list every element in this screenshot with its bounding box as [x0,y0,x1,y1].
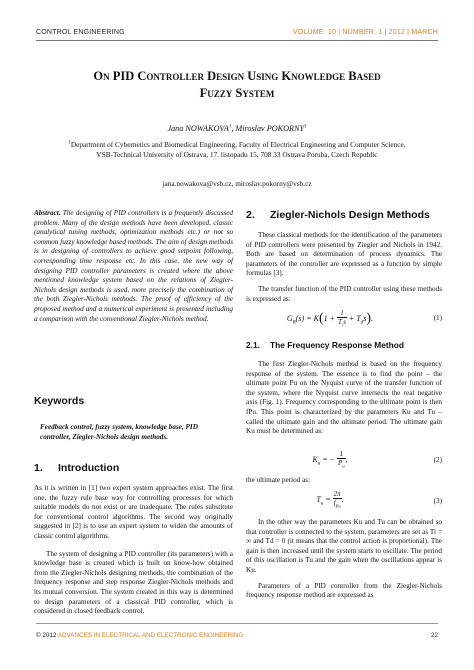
equation-number: (1) [433,314,442,322]
keywords-heading: Keywords [34,395,85,407]
page-number: 22 [430,632,438,639]
equation-body: $K_u$ = − $\frac{1}{P_u}$ , [312,450,348,469]
author-affil-marker: 1 [228,124,232,130]
paragraph: As it is written in [1] two expert system approaches exist. The first one, the fuzzy rule base way for controlling processes for which suitable models do not exist or are inadequate. The rules substitute for conventional control algorithms. The second way originally suggested in [2] is to use an expert system to widen the amounts of classic control algorithms. [34,484,233,540]
volume-info: VOLUME: 10 | NUMBER: 1 | 2012 | MARCH [292,29,438,36]
abstract [34,209,233,324]
section-heading [246,209,430,221]
footer-copyright [36,632,243,639]
equation-2 [246,448,442,472]
header-divider [36,40,438,41]
paragraph: Parameters of a PID controller from the Ziegler-Nichols frequency response method are expressed as [246,581,442,600]
paragraph: These classical methods for the identification of the parameters of PID controllers were presented by Ziegler and Nichols in 1942. Both are based on determination of process dynamics. The parameters of the controller are expressed as a function by simple formulas [3]. [246,231,442,278]
section21-body-end [246,518,442,601]
paper-title-line2: Fuzzy System [199,86,275,100]
affiliation-line: Department of Cybernetics and Biomedical Engineering, Faculty of Electrical Engineering and Computer Science, [70,140,406,149]
section-number: 2. [246,209,255,221]
paper-title-line1: On PID Controller Design Using Knowledge Based [93,69,381,83]
author-list [36,124,438,133]
paragraph: In the other way the parameters Ku and Tu can be obtained so that controller is connected to the system, parameters are set as Ti = ∞ and Td = 0 (it means that the control action is proportional). The gain is then increased until the system starts to oscillate. The period of this oscillation is Tu and the gain when the oscillations appear is Ku. [246,518,442,574]
paper-title [36,68,438,102]
abstract-label: Abstract. [34,209,61,217]
equation-3 [246,488,442,514]
paragraph: the ultimate period as: [246,476,311,484]
section21-body-cont [246,476,442,486]
author-name: Jana NOWAKOVA [167,124,229,133]
author-emails: jana.nowakova@vsb.cz, miroslav.pokorny@vsb.cz [162,179,312,188]
journal-name: ADVANCES IN ELECTRICAL AND ELECTRONIC ENGINEERING [57,632,244,639]
copyright-text: © 2012 [36,632,58,639]
paragraph: The transfer function of the PID controller using these methods is expressed as: [246,284,442,303]
author-separator: , [231,124,236,133]
abstract-text: The designing of PID controllers is a frequently discussed problem. Many of the design methods have been developed, classic (analytical tuning methods, optimization methods etc.) or not so common fuzzy knowledge based methods. The aim of design methods is in designing of controllers to achieve good setpoint following, corresponding time response etc. In this case, the new way of designing PID controller parameters is created where the above mentioned knowledge system based on the relations of Ziegler-Nichols design methods is used, more precisely the combination of the both Ziegler-Nichols methods. The proof of efficiency of the proposed method and a numerical experiment is presented including a comparison with the conventional Ziegler-Nichols method. [34,209,233,323]
author-name: Miroslav POKORNY [235,124,305,133]
paragraph: The system of designing a PID controller (its parameters) with a knowledge base is created which is built on know-how obtained from the Ziegler-Nichols designing methods, the combination of the frequency response and step response Ziegler-Nichols methods and its mutual conversion. The system created in this way is determined to design parameters of a classical PID controller, which is considered in closed feedback control. [34,549,233,616]
paragraph: The first Ziegler-Nichols method is based on the frequency response of the system. The essence is to find the point – the ultimate point Pu on the Nyquist curve of the transfer function of the system, where the Nyquist curve intersects the real negative axis (Fig. 1). Frequency corresponding to the ultimate point is then fPu. This point is characterized by the parameters Ku and Tu – called the ultimate gain and the ultimate period. The ultimate gain Ku must be determined as: [246,360,442,436]
section2-body [246,231,442,304]
footer-divider [36,623,438,624]
section-title: Ziegler-Nichols Design Methods [270,209,430,221]
subsection-heading [246,340,404,350]
section1-body [34,484,233,617]
affiliation-line: VSB-Technical University of Ostrava, 17. listopadu 15, 708 33 Ostrava Poruba, Czech Republic [96,150,378,159]
equation-1 [246,303,442,333]
keywords-text: Feedback control, fuzzy system, knowledge base, PID controller, Ziegler-Nichols design methods. [40,423,198,441]
affiliation-marker: 1 [68,140,71,146]
section-heading [34,462,119,474]
author-affil-marker: 1 [304,124,307,130]
equation-number: (3) [433,497,442,505]
equation-body: $G_R(s) = K(1$ + $\frac{1}{T_is}$ + $T_ds$). [286,309,374,328]
section21-body [246,360,442,437]
section-number: 1. [34,462,43,474]
subsection-title: The Frequency Response Method [270,340,405,350]
section-title: Introduction [58,462,120,474]
equation-number: (2) [433,456,442,464]
affiliation [36,140,438,160]
equation-body: $T_u$ = $\frac{2\pi}{f_{Pu}}$ . [316,490,344,509]
journal-section-label: CONTROL ENGINEERING [36,29,125,36]
subsection-number: 2.1. [246,340,260,350]
